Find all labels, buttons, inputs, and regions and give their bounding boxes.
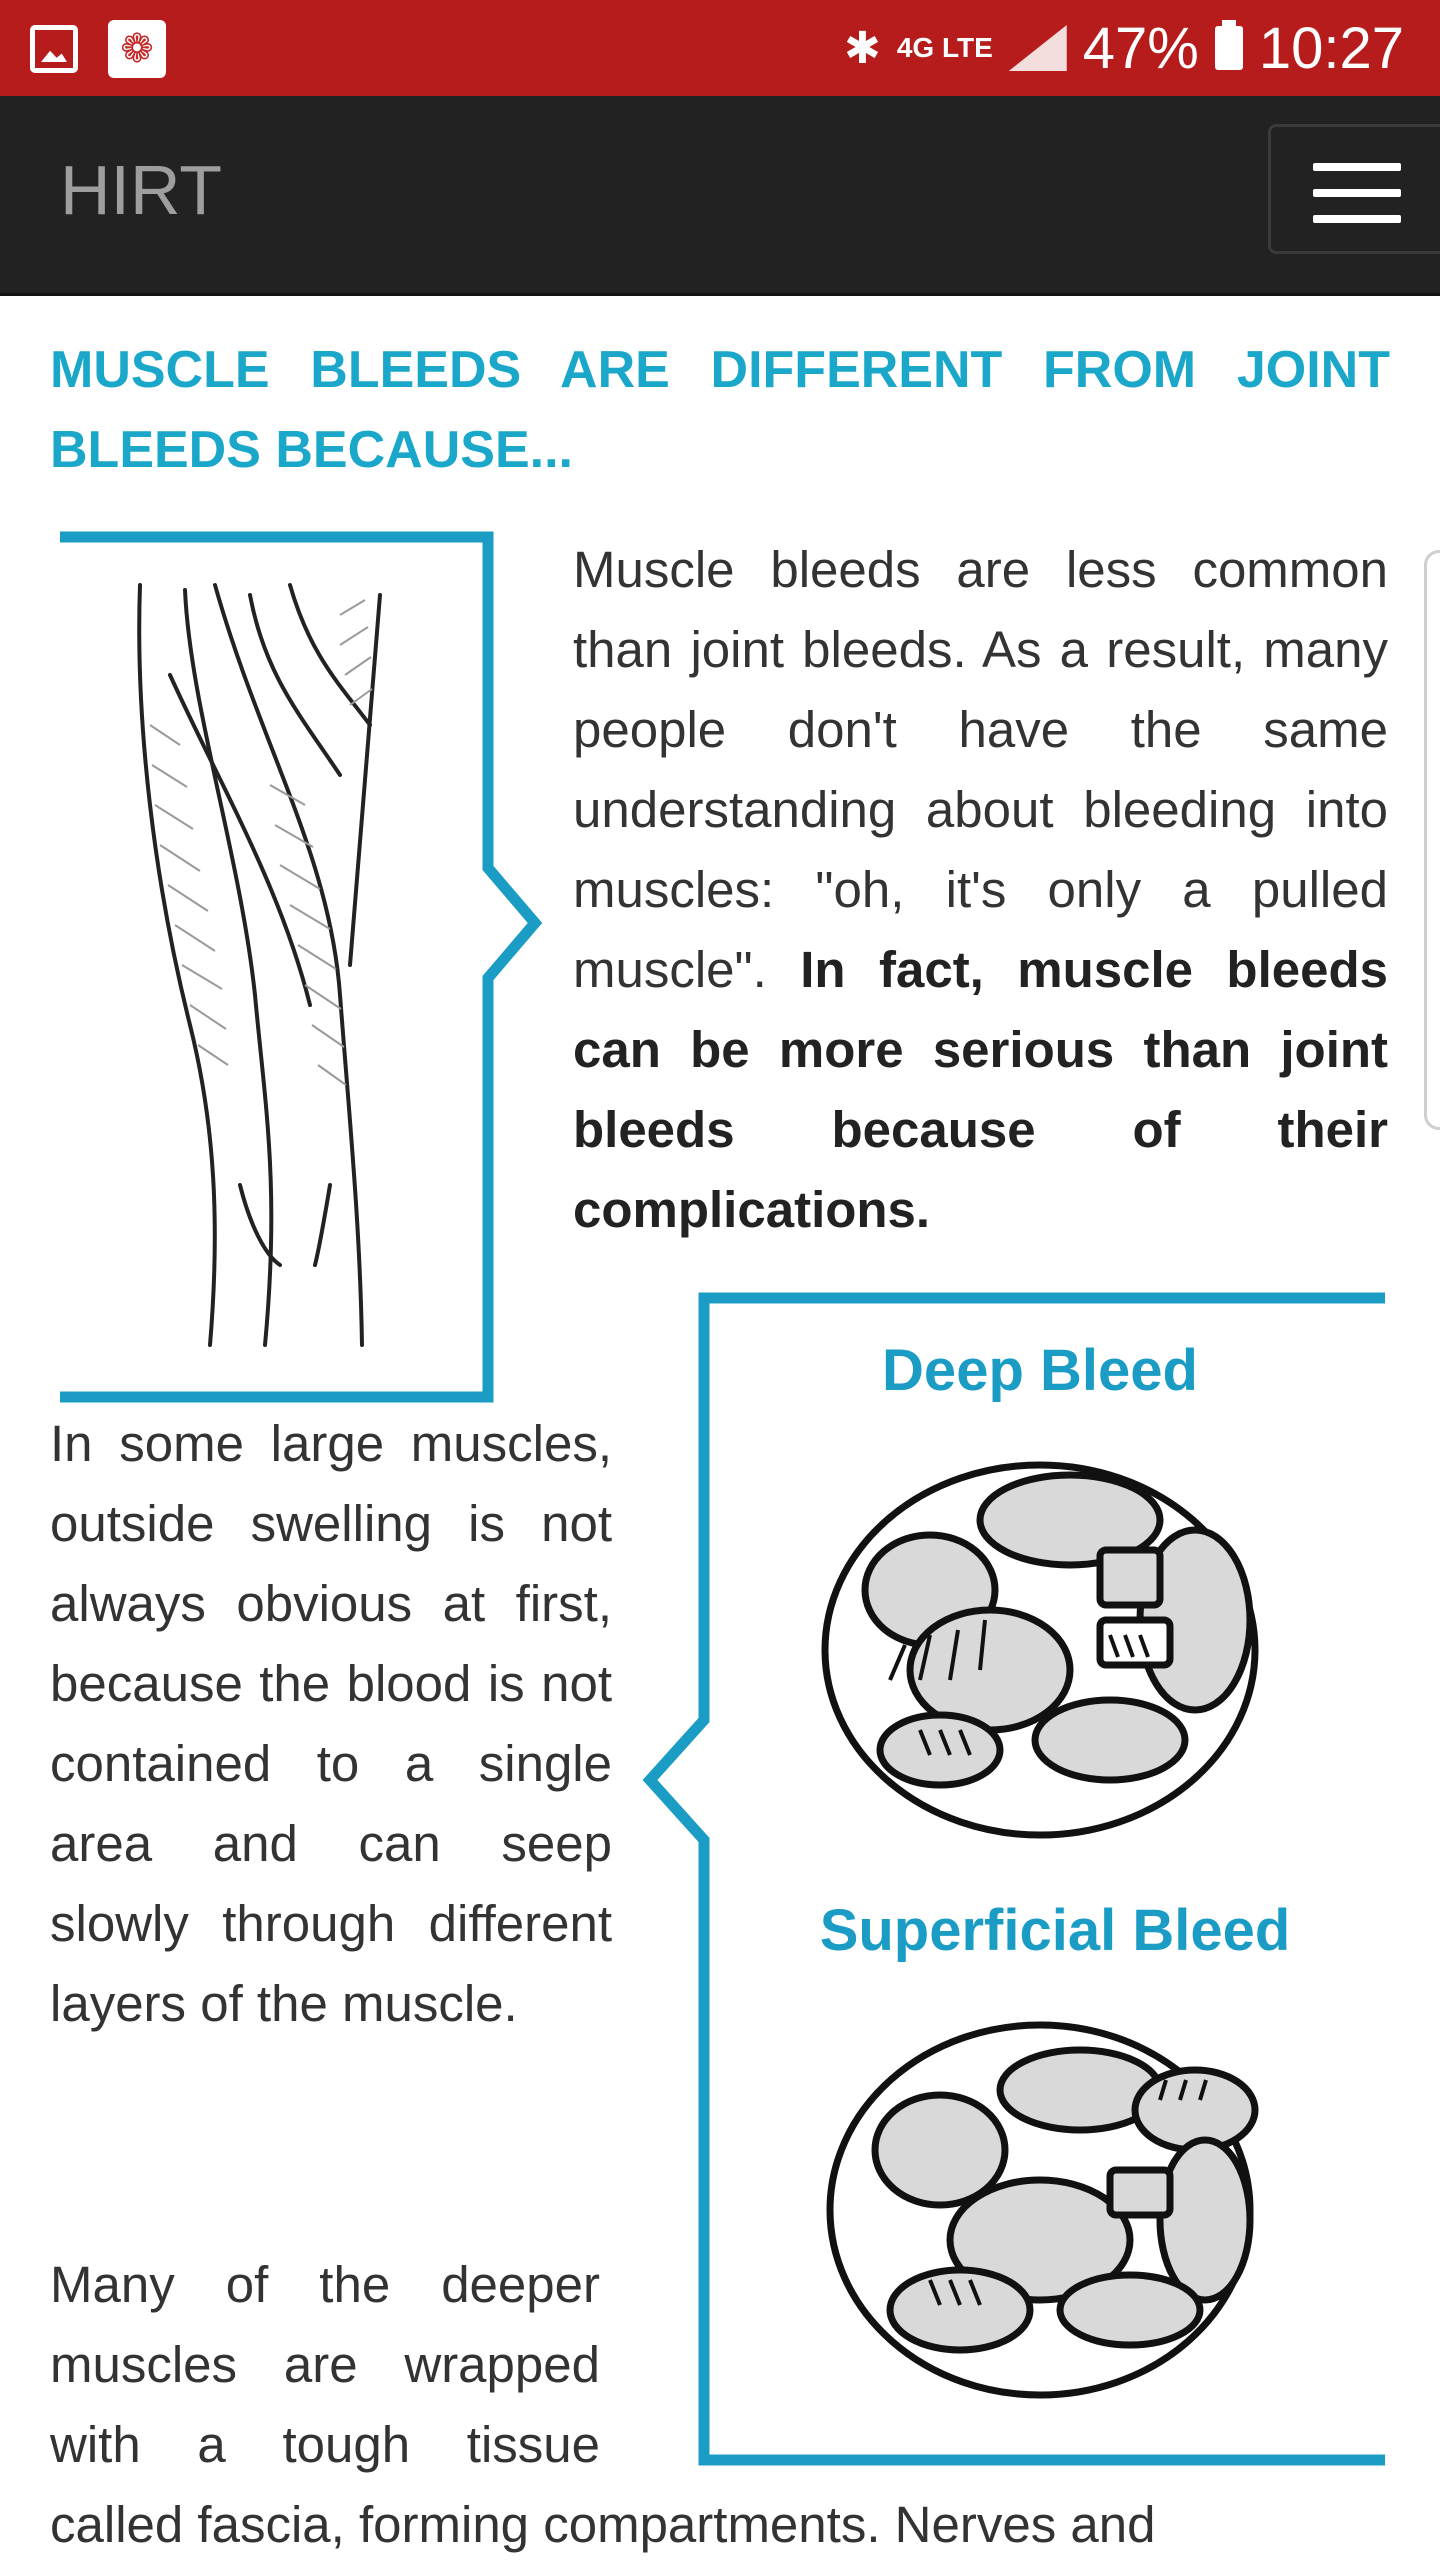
scroll-indicator[interactable]: [1424, 550, 1440, 1130]
bluetooth-icon: ✱: [843, 23, 881, 73]
hamburger-line: [1313, 215, 1401, 223]
battery-percent: 47%: [1082, 15, 1199, 81]
signal-icon: [1009, 25, 1067, 71]
deep-bleed-label: Deep Bleed: [882, 1338, 1198, 1403]
superficial-bleed-label: Superficial Bleed: [819, 1898, 1291, 1963]
fascia-paragraph: [50, 2245, 1390, 2560]
intro-paragraph-emphasis: In fact, muscle bleeds can be more serious than joint bleeds because of their complications.: [573, 941, 1388, 1238]
app-title[interactable]: HIRT: [60, 151, 223, 229]
hamburger-menu-icon: [1313, 163, 1401, 171]
figure-float-spacer: [600, 2245, 1390, 2470]
status-bar: [0, 0, 1440, 96]
canada-flag-icon: [108, 20, 166, 78]
battery-icon: [1215, 26, 1243, 70]
intro-paragraph: [573, 530, 1388, 1250]
article-headline: MUSCLE BLEEDS ARE DIFFERENT FROM JOINT BLEEDS BECAUSE...: [50, 341, 1390, 479]
hamburger-menu-button[interactable]: [1268, 124, 1440, 254]
hamburger-line: [1313, 189, 1401, 197]
clock: 10:27: [1258, 15, 1404, 81]
intro-paragraph-text: Muscle bleeds are less common than joint bleeds. As a result, many people don't have the same understanding about bleeding into muscles: "oh, it's only a pulled muscle".: [573, 541, 1388, 998]
swelling-paragraph: In some large muscles, outside swelling is not always obvious at first, because the blood is not contained to a single area and can seep slowly through different layers of the muscle.: [50, 1415, 612, 2032]
fascia-paragraph-text: Many of the deeper muscles are wrapped with a tough tissue called fascia, forming compartments. Nerves and: [50, 2256, 1156, 2553]
leg-muscle-illustration: [40, 525, 560, 1415]
gallery-icon: [30, 25, 78, 73]
network-type: 4G LTE: [896, 32, 993, 63]
app-bar: [0, 96, 1440, 296]
